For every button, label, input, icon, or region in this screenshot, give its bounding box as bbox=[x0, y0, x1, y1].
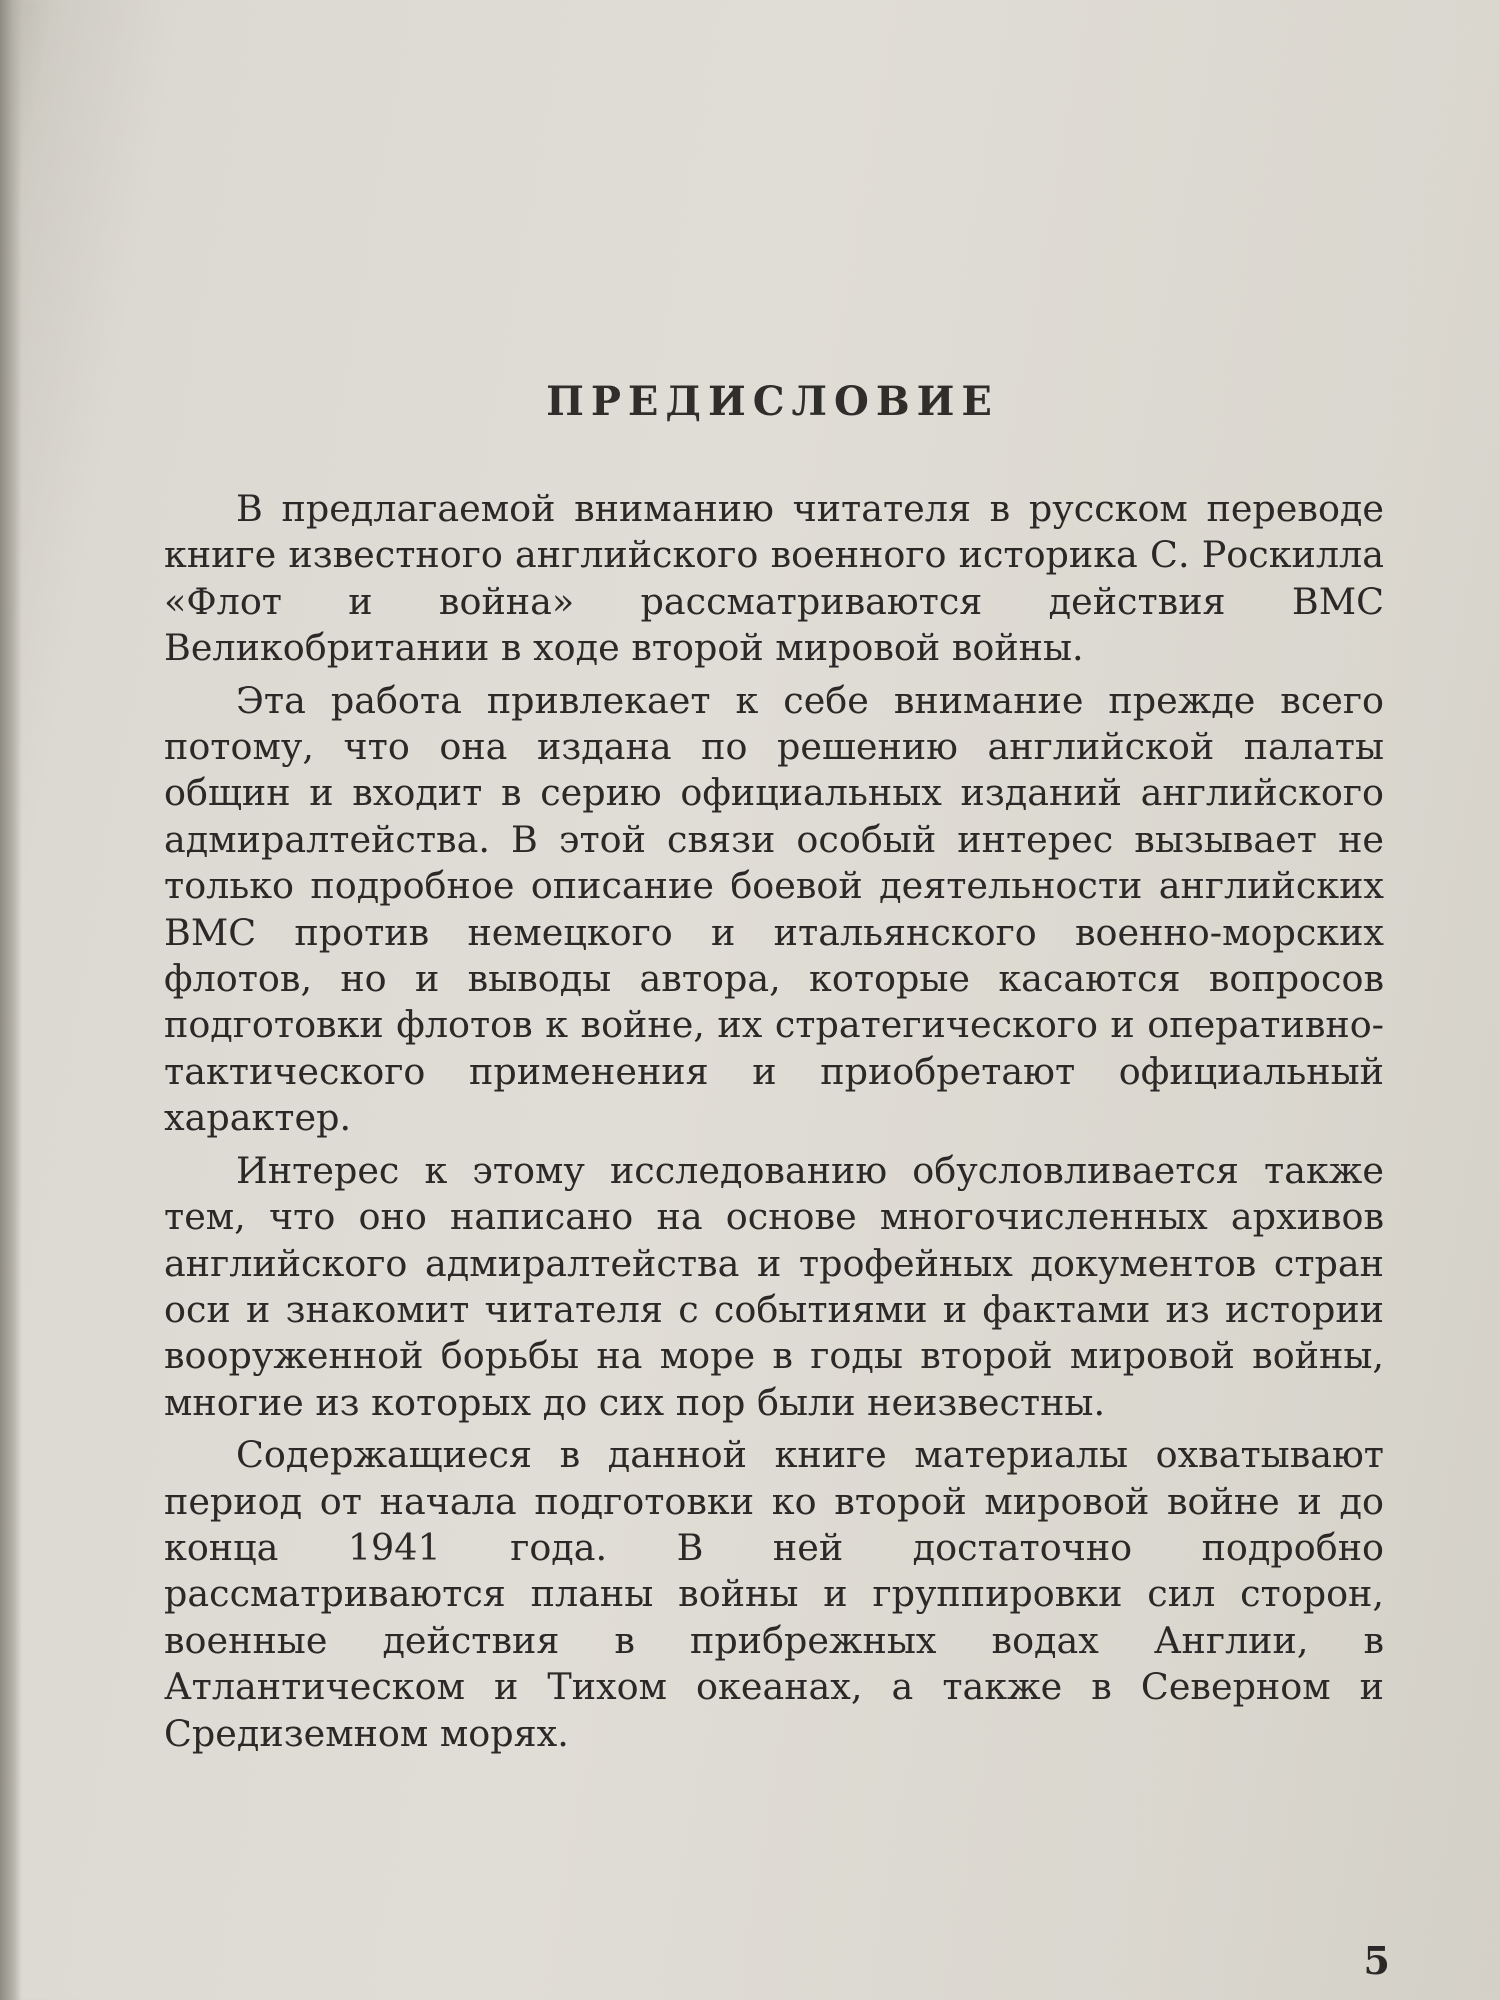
paragraph-1: В предлагаемой вниманию читателя в русском переводе книге известного английского военного историка С. Роскилла «Флот и война» рассматриваются действия ВМС Великобритании в ходе второй мировой войны. bbox=[164, 487, 1384, 670]
paragraph-2: Эта работа привлекает к себе внимание прежде всего потому, что она издана по решению английской палаты общин и входит в серию официальных изданий английского адмиралтейства. В этой связи особый интерес вызывает не только подробное описание боевой деятельности английских ВМС против немецкого и итальянского военно-морских флотов, но и выводы автора, которые касаются вопросов подготовки флотов к войне, их стратегического и оперативно-тактического применения и приобретают официальный характер. bbox=[164, 678, 1384, 1140]
paragraph-3: Интерес к этому исследованию обусловливается также тем, что оно написано на основе многочисленных архивов английского адмиралтейства и трофейных документов стран оси и знакомит читателя с событиями и фактами из истории вооруженной борьбы на море в годы второй мировой войны, многие из которых до сих пор были неизвестны. bbox=[164, 1148, 1384, 1424]
paragraph-4: Содержащиеся в данной книге материалы охватывают период от начала подготовки ко второй мировой войне и до конца 1941 года. В ней достаточно подробно рассматриваются планы войны и группировки сил сторон, военные действия в прибрежных водах Англии, в Атлантическом и Тихом океанах, а также в Северном и Средиземном морях. bbox=[164, 1433, 1384, 1755]
page-title: ПРЕДИСЛОВИЕ bbox=[546, 378, 999, 425]
body-text bbox=[164, 486, 1384, 1763]
page-number: 5 bbox=[1363, 1938, 1390, 1983]
